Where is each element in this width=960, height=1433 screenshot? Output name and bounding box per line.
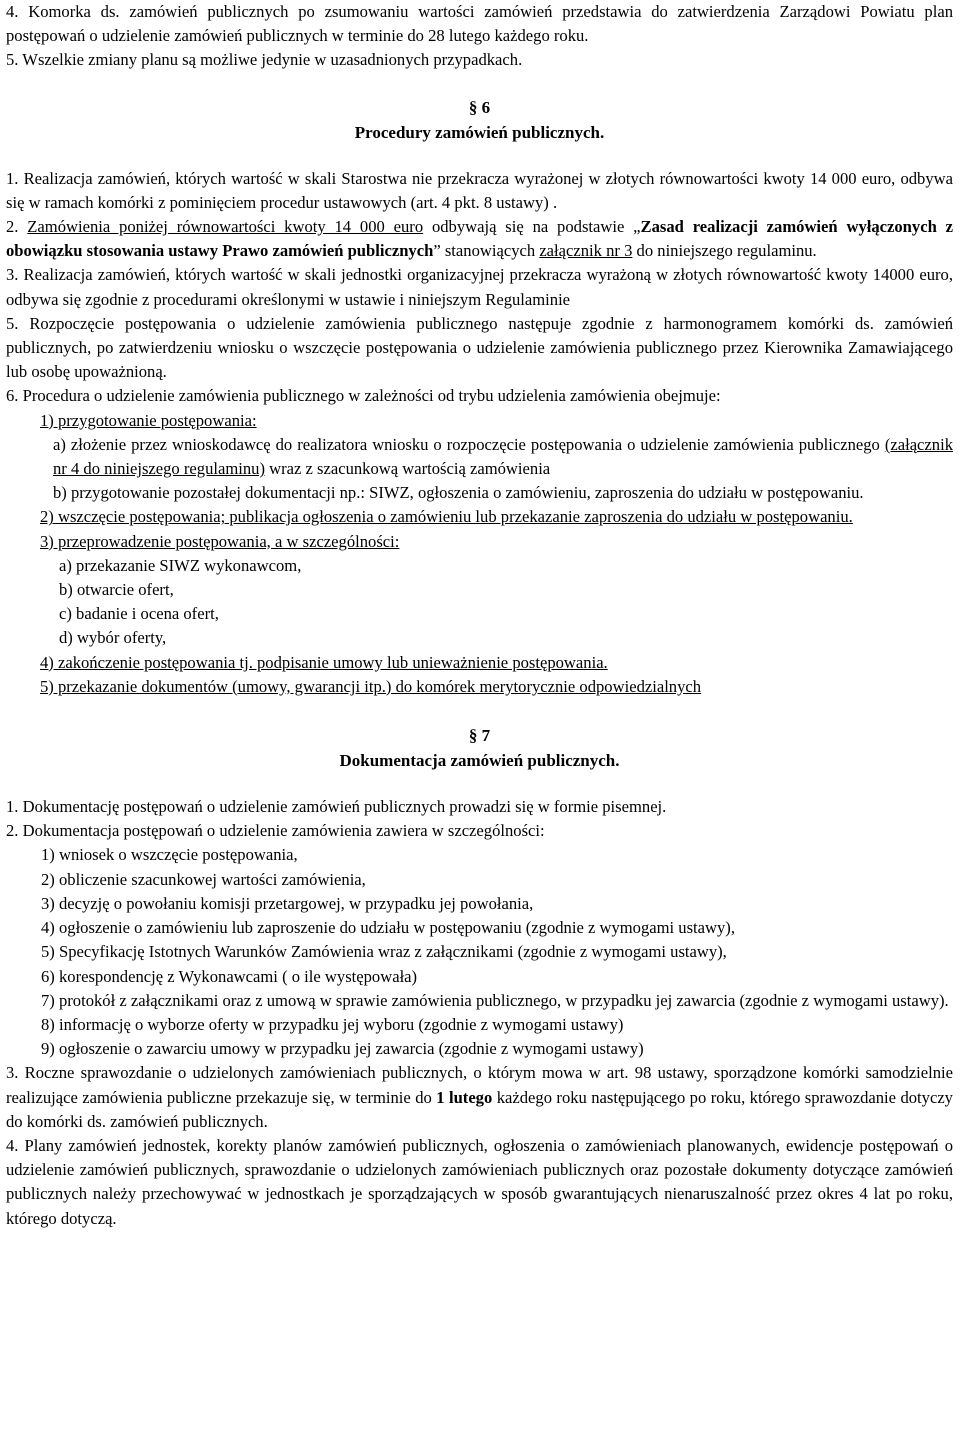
s7-list-item: 5) Specyfikację Istotnych Warunków Zamówienia wraz z załącznikami (zgodnie z wymogami ustawy), xyxy=(41,942,727,962)
s6-list-item-1b: b) przygotowanie pozostałej dokumentacji np.: SIWZ, ogłoszenia o zamówieniu, zaproszenia do udziału w postępowaniu. xyxy=(53,483,864,503)
section-6-title: Procedury zamówień publicznych. xyxy=(354,122,605,142)
s6-paragraph-3: 3. Realizacja zamówień, których wartość w skali jednostki organizacyjnej przekracza wyrażoną w złotych równowartość kwoty 14000 euro, odbywa się zgodnie z procedurami określonymi w ustawie i niniejszym Regulaminie xyxy=(6,265,953,309)
s6-list-item-5: 5) przekazanie dokumentów (umowy, gwarancji itp.) do komórek merytorycznie odpowiedzialnych xyxy=(40,676,702,696)
s6-list-item-2: 2) wszczęcie postępowania; publikacja ogłoszenia o zamówieniu lub przekazanie zaproszenia do udziału w postępowaniu. xyxy=(40,507,853,527)
s7-list-item: 7) protokół z załącznikami oraz z umową w sprawie zamówienia publicznego, w przypadku jej zawarcia (zgodnie z wymogami ustawy). xyxy=(41,990,949,1010)
s6-p2-underlined-lead: Zamówienia poniżej równowartości kwoty 14 000 euro xyxy=(27,217,424,237)
s6-list-item-1: 1) przygotowanie postępowania: xyxy=(40,410,257,430)
s6-list-item-3: 3) przeprowadzenie postępowania, a w szczególności: xyxy=(40,531,400,551)
section-6-symbol: § 6 xyxy=(468,97,491,117)
s7-list-item: 9) ogłoszenie o zawarciu umowy w przypadku jej zawarcia (zgodnie z wymogami ustawy) xyxy=(41,1039,644,1059)
s6-list-item-3d: d) wybór oferty, xyxy=(59,628,167,648)
section-7-title: Dokumentacja zamówień publicznych. xyxy=(339,751,620,771)
s7-list-item: 6) korespondencję z Wykonawcami ( o ile występowała) xyxy=(41,966,418,986)
s7-list-item: 3) decyzję o powołaniu komisji przetargowej, w przypadku jej powołania, xyxy=(41,893,534,913)
s7-paragraph-2: 2. Dokumentacja postępowań o udzielenie zamówienia zawiera w szczególności: xyxy=(6,821,545,841)
s7-list-item: 4) ogłoszenie o zamówieniu lub zaproszenie do udziału w postępowaniu (zgodnie z wymogami ustawy), xyxy=(41,918,735,938)
paragraph-intro-4: 4. Komorka ds. zamówień publicznych po zsumowaniu wartości zamówień przedstawia do zatwierdzenia Zarządowi Powiatu plan postępowań o udzielenie zamówień publicznych w terminie do 28 lutego każdego roku. xyxy=(6,2,953,46)
s7-paragraph-3: 3. Roczne sprawozdanie o udzielonych zamówieniach publicznych, o którym mowa w art. 98 ustawy, sporządzone komórki samodzielnie realizujące zamówienia publiczne przekazuje się, w terminie do 1 lutego każdego roku następującego po roku, którego sprawozdanie dotyczy do komórki ds. zamówień publicznych. xyxy=(6,1063,953,1131)
s6-paragraph-5: 5. Rozpoczęcie postępowania o udzielenie zamówienia publicznego następuje zgodnie z harmonogramem komórki ds. zamówień publicznych, po zatwierdzeniu wniosku o wszczęcie postępowania o udzielenie zamówienia publicznego przez Kierownika Zamawiającego lub osobę upoważnioną. xyxy=(6,313,953,382)
s6-list-item-1a: a) złożenie przez wnioskodawcę do realizatora wniosku o rozpoczęcie postępowania o udzielenie zamówienia publicznego (załącznik nr 4 do niniejszego regulaminu) wraz z szacunkową wartością zamówienia xyxy=(53,434,953,479)
s7-list-item: 1) wniosek o wszczęcie postępowania, xyxy=(41,845,298,865)
s7-paragraph-1: 1. Dokumentację postępowań o udzielenie zamówień publicznych prowadzi się w formie pisemnej. xyxy=(6,797,667,817)
attachment-3-link: załącznik nr 3 xyxy=(539,241,633,261)
section-7-symbol: § 7 xyxy=(468,726,491,746)
s7-p3-deadline: 1 lutego xyxy=(436,1087,493,1107)
s6-p2-rules-title: Zasad realizacji zamówień wyłączonych z obowiązku stosowania ustawy Prawo zamówień publicznych xyxy=(6,217,953,261)
s6-paragraph-6: 6. Procedura o udzielenie zamówienia publicznego w zależności od trybu udzielenia zamówienia obejmuje: xyxy=(6,386,721,406)
s7-list-item: 8) informację o wyborze oferty w przypadku jej wyboru (zgodnie z wymogami ustawy) xyxy=(41,1014,624,1034)
s7-document-list xyxy=(6,843,953,1061)
paragraph-intro-5: 5. Wszelkie zmiany planu są możliwe jedynie w uzasadnionych przypadkach. xyxy=(6,50,523,70)
s6-list-item-4: 4) zakończenie postępowania tj. podpisanie umowy lub unieważnienie postępowania. xyxy=(40,652,608,672)
s7-list-item: 2) obliczenie szacunkowej wartości zamówienia, xyxy=(41,869,366,889)
s6-list-item-3c: c) badanie i ocena ofert, xyxy=(59,604,219,624)
s6-paragraph-2: 2. Zamówienia poniżej równowartości kwoty 14 000 euro odbywają się na podstawie „Zasad realizacji zamówień wyłączonych z obowiązku stosowania ustawy Prawo zamówień publicznych” stanowiących załącznik nr 3 do niniejszego regulaminu. xyxy=(6,217,953,261)
s6-list-item-3a: a) przekazanie SIWZ wykonawcom, xyxy=(59,555,302,575)
s6-list-item-3b: b) otwarcie ofert, xyxy=(59,580,174,600)
attachment-4-ref: (załącznik nr 4 do niniejszego regulaminu) xyxy=(53,434,953,479)
s6-paragraph-1: 1. Realizacja zamówień, których wartość w skali Starostwa nie przekracza wyrażonej w złotych równowartości kwoty 14 000 euro, odbywa się w ramach komórki z pominięciem procedur ustawowych (art. 4 pkt. 8 ustawy) . xyxy=(6,168,953,212)
s7-paragraph-4: 4. Plany zamówień jednostek, korekty planów zamówień publicznych, ogłoszenia o zamówieniach planowanych, ewidencje postępowań o udzielenie zamówień publicznych, sprawozdanie o udzielonych zamówieniach publicznych oraz pozostałe dokumenty dotyczące zamówień publicznych należy przechowywać w jednostkach je sporządzających w sposób gwarantujących nienaruszalność przez okres 4 lat po roku, którego dotyczą. xyxy=(6,1135,953,1228)
